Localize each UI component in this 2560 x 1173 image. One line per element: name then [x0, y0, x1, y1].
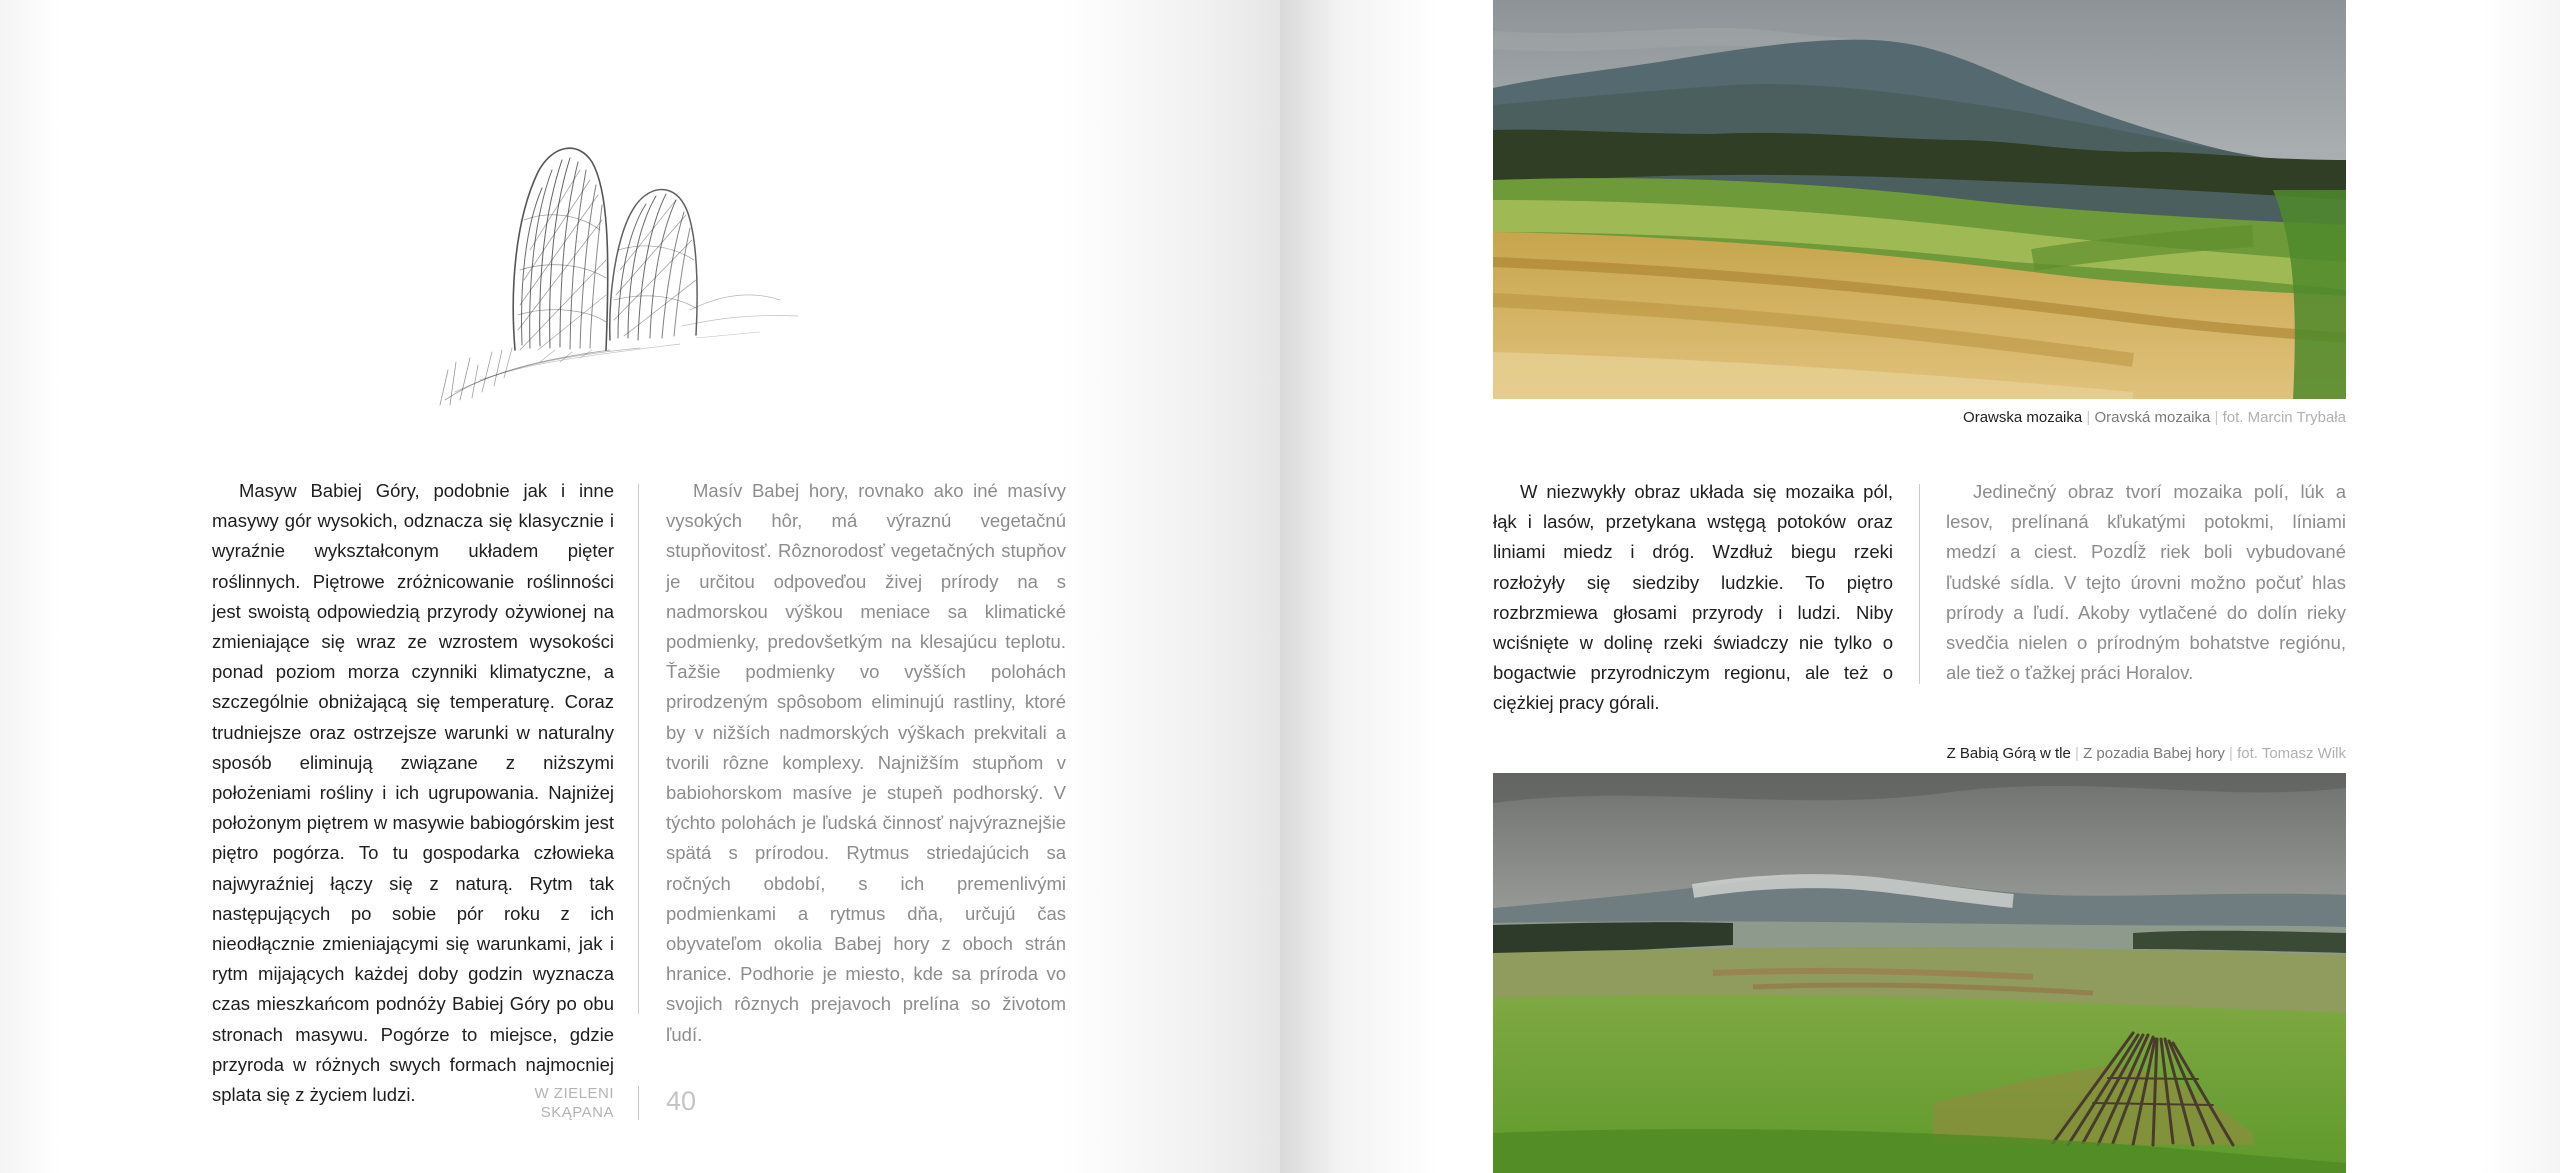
caption-separator: |	[2214, 409, 2219, 426]
caption-polish: Z Babią Górą w tle	[1946, 745, 2071, 762]
text-column-polish	[212, 476, 614, 1110]
paragraph-polish-right: W niezwykły obraz układa się mozaika pól, łąk i lasów, przetykana wstęgą potoków oraz liniami miedz i dróg. Wzdłuż biegu rzeki rozłożyły się siedziby ludzkie. To piętro rozbrzmiewa głosami przyrody i ludzi. Niby wciśnięte w dolinę rzeki świadczy nie tylko o bogactwie przyrodniczym regionu, ale też o ciężkiej pracy górali.	[1493, 481, 1893, 714]
footer-title-line2: SKĄPANA	[540, 1104, 614, 1121]
text-column-slovak-right	[1946, 477, 2346, 688]
paragraph-slovak: Masív Babej hory, rovnako ako iné masívy vysokých hôr, má výraznú vegetačnú stupňovitosť. Rôznorodosť vegetačných stupňov je určitou odpoveďou živej prírody na s nadmorskou výškou meniace sa klimatické podmienky, predovšetkým na klesajúcu teplotu. Ťažšie podmienky vo vyšších polohách prirodzeným spôsobom eliminujú rastliny, ktoré by v nižších nadmorských výškach prekvitali a tvorili rôzne komplexy. Najnižším stupňom v babiohorskom masíve je stupeň podhorský. V týchto polohách je ľudská činnosť najvýraznejšie spätá s prírodou. Rytmus striedajúcich sa ročných období, s ich premenlivými podmienkami a rytmus dňa, určujú čas obyvateľom okolia Babej hory z oboch strán hranice. Podhorie je miesto, kde sa príroda vo svojich rôznych prejavoch prelína so životom ľudí.	[666, 480, 1066, 1045]
photo1-caption	[1493, 408, 2346, 428]
running-footer-title	[440, 1084, 614, 1122]
photo-z-babia-gora-w-tle	[1493, 773, 2346, 1173]
text-column-slovak	[666, 476, 1066, 1050]
caption-separator: |	[2086, 409, 2091, 426]
caption-separator: |	[2074, 745, 2079, 762]
footer-divider	[638, 1086, 639, 1120]
photo-orawska-mozaika	[1493, 0, 2346, 399]
photo-credit: fot. Tomasz Wilk	[2237, 745, 2346, 762]
caption-separator: |	[2229, 745, 2233, 762]
footer-title-line1: W ZIELENI	[534, 1085, 614, 1102]
page-number: 40	[666, 1086, 697, 1116]
column-divider-right	[1919, 484, 1920, 684]
paragraph-polish: Masyw Babiej Góry, podobnie jak i inne masywy gór wysokich, odznacza się klasycznie i wyraźnie wykształconym układem pięter roślinnych. Piętrowe zróżnicowanie roślinności jest swoistą odpowiedzią przyrody ożywionej na zmieniające się wraz ze wzrostem wysokości ponad poziom morza czynniki klimatyczne, a szczególnie obniżającą się temperaturę. Coraz trudniejsze oraz ostrzejsze warunki w naturalny sposób eliminują związane z niższymi położeniami rośliny i ich ugrupowania. Najniżej położonym piętrem w masywie babiogórskim jest piętro pogórza. To tu gospodarka człowieka najwyraźniej łączy się z naturą. Rytm tak następujących po sobie pór roku z ich nieodłącznie zmieniającymi się warunkami, jak i rytm mijających każdej doby godzin wyznacza czas mieszkańcom podnóży Babiej Góry po obu stronach masywu. Pogórze to miejsce, gdzie przyroda w różnych swych formach najmocniej splata się z życiem ludzi.	[212, 480, 614, 1106]
caption-slovak: Z pozadia Babej hory	[2083, 745, 2225, 762]
caption-slovak: Oravská mozaika	[2094, 409, 2211, 426]
caption-polish: Orawska mozaika	[1963, 409, 2083, 426]
photo2-caption	[1493, 744, 2346, 764]
column-divider	[638, 484, 639, 1014]
haystack-sketch	[420, 100, 820, 430]
photo-credit: fot. Marcin Trybała	[2222, 409, 2346, 426]
paragraph-slovak-right: Jedinečný obraz tvorí mozaika polí, lúk a lesov, prelínaná kľukatými potokmi, líniami medzí a ciest. Pozdĺž riek boli vybudované ľudské sídla. V tejto úrovni možno počuť hlas prírody a ľudí. Akoby vytlačené do dolín rieky svedčia nielen o prírodným bohatstve regiónu, ale tiež o ťažkej práci Horalov.	[1946, 481, 2346, 684]
text-column-polish-right	[1493, 477, 1893, 719]
